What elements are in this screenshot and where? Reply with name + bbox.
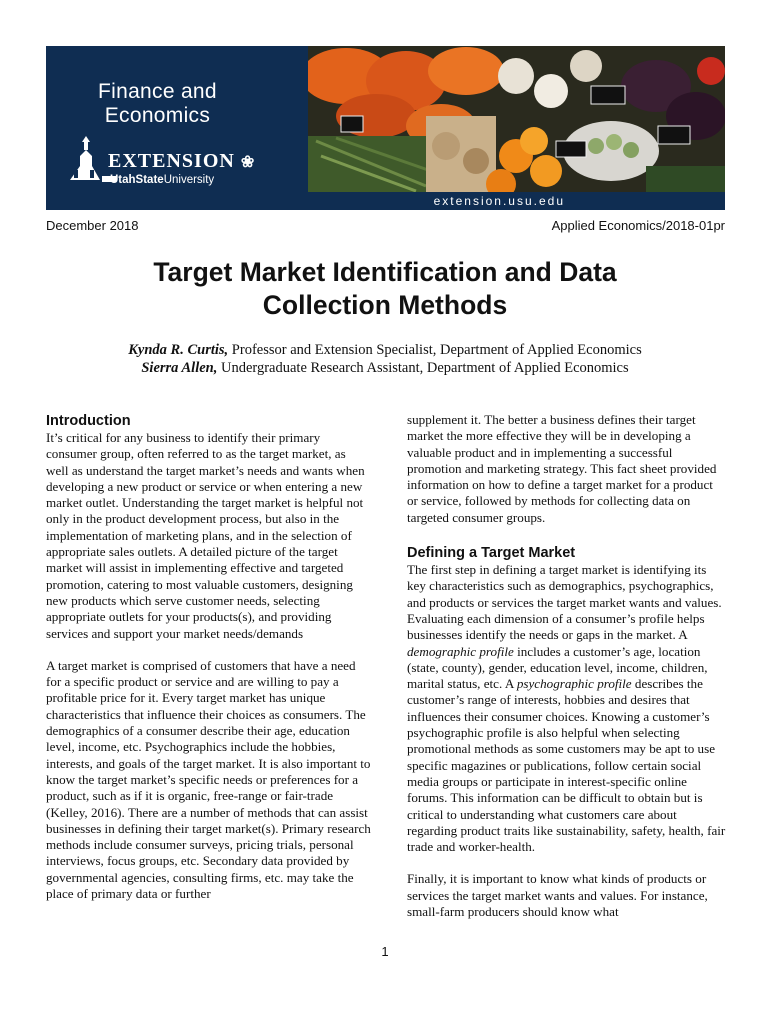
university-rest: University bbox=[163, 174, 215, 186]
url-strip bbox=[308, 192, 725, 210]
author-line bbox=[80, 341, 690, 359]
left-column bbox=[46, 412, 371, 902]
term-psychographic-profile: psychographic profile bbox=[516, 676, 632, 692]
series-number: Applied Economics/2018-01pr bbox=[551, 218, 725, 233]
document-title bbox=[80, 256, 690, 322]
defining-text-b: includes a customer’s age, location (state, county), gender, education level, income, children, marital status, etc. A bbox=[407, 643, 708, 692]
author-name: Kynda R. Curtis, bbox=[128, 342, 229, 358]
right-column bbox=[407, 412, 727, 920]
intro-paragraph-2: A target market is comprised of customers that have a need for a specific product or service and are willing to pay a profitable price for it. Every target market has unique characteristics that influence their choices as consumers. The demographics of a consumer describe their age, education level, income, etc. Psychographics include the hobbies, interests, and goals of the target market. It is also important to know the target market’s specific needs or preferences for a product, such as if it is organic, free-range or fair-trade (Kelley, 2016). There are a number of methods that can assist businesses in defining their target market(s). Primary research methods include consumer surveys, pricing trials, personal interviews, focus groups, etc. Secondary data provided by governmental agencies, consulting firms, etc. may take the place of primary data or further bbox=[46, 657, 371, 902]
author-list bbox=[80, 341, 690, 377]
header-banner bbox=[46, 46, 725, 210]
university-wordmark bbox=[110, 174, 214, 186]
author-line bbox=[80, 359, 690, 377]
publication-date: December 2018 bbox=[46, 218, 139, 233]
unit-title bbox=[98, 80, 217, 128]
section-heading-defining: Defining a Target Market bbox=[407, 545, 576, 562]
title-line2: Collection Methods bbox=[262, 290, 508, 320]
university-bold: UtahState bbox=[110, 174, 164, 186]
section-heading-introduction: Introduction bbox=[46, 413, 131, 429]
defining-text-c: describes the customer’s range of interests, hobbies and desires that influences their consumer choices. Knowing a customer’s psychographic profile is also helpful when selecting promotional methods as some customers may be apt to use specific magazines or publications, follow certain social media groups or participate in interest-specific online forums. This information can be difficult to obtain but is critical to understanding what customers care about regarding product traits like sustainability, safety, health, fair trade and worker-health. bbox=[407, 676, 726, 855]
unit-title-line1: Finance and bbox=[98, 80, 217, 103]
intro-paragraph-3: supplement it. The better a business defines their target market the more effective they will be in developing a valuable product and in implementing a successful promotion and marketing strategy. This fact sheet provided information on how to define a target market for a product or service, followed by methods for collecting data on targeted consumer groups. bbox=[407, 412, 717, 525]
intro-paragraph-1: It’s critical for any business to identify their primary consumer group, often referred to as the target market, as well as understand the target market’s needs and wants when developing a new product or service or when entering a new market outlet. Understanding the target market is helpful not only in the product development process, but also in the implementation of marketing plans, and in the selection of appropriate sales outlets. A detailed picture of the target market will assist in implementing effective and targeted promotion, catering to most valuable customers, designing new products which serve customer needs, selecting appropriate outlets for your products(s), and providing services and support your market needs/demands bbox=[46, 430, 365, 641]
page-number: 1 bbox=[381, 944, 389, 959]
green-beans-image bbox=[308, 136, 431, 192]
extension-wordmark bbox=[108, 150, 255, 173]
author-role: Undergraduate Research Assistant, Department of Applied Economics bbox=[217, 360, 629, 376]
unit-title-line2: Economics bbox=[104, 104, 211, 127]
defining-paragraph-2: Finally, it is important to know what kinds of products or services the target market wants and values. For instance, small-farm producers should know what bbox=[407, 871, 708, 920]
author-name: Sierra Allen, bbox=[141, 360, 218, 376]
defining-text-a: The first step in defining a target market is identifying its key characteristics such as demographics, psychographics, and products or services the target market wants and values. Evaluating each dimension of a consumer’s profile helps businesses identify the needs or gaps in the market. A bbox=[407, 562, 722, 643]
title-line1: Target Market Identification and Data bbox=[153, 257, 617, 287]
defining-paragraph-1 bbox=[407, 562, 727, 855]
author-role: Professor and Extension Specialist, Department of Applied Economics bbox=[228, 342, 642, 358]
4h-clover-icon: ❀ bbox=[240, 154, 256, 171]
website-url[interactable]: extension.usu.edu bbox=[433, 194, 565, 208]
term-demographic-profile: demographic profile bbox=[407, 643, 514, 659]
extension-text: EXTENSION bbox=[108, 150, 235, 172]
